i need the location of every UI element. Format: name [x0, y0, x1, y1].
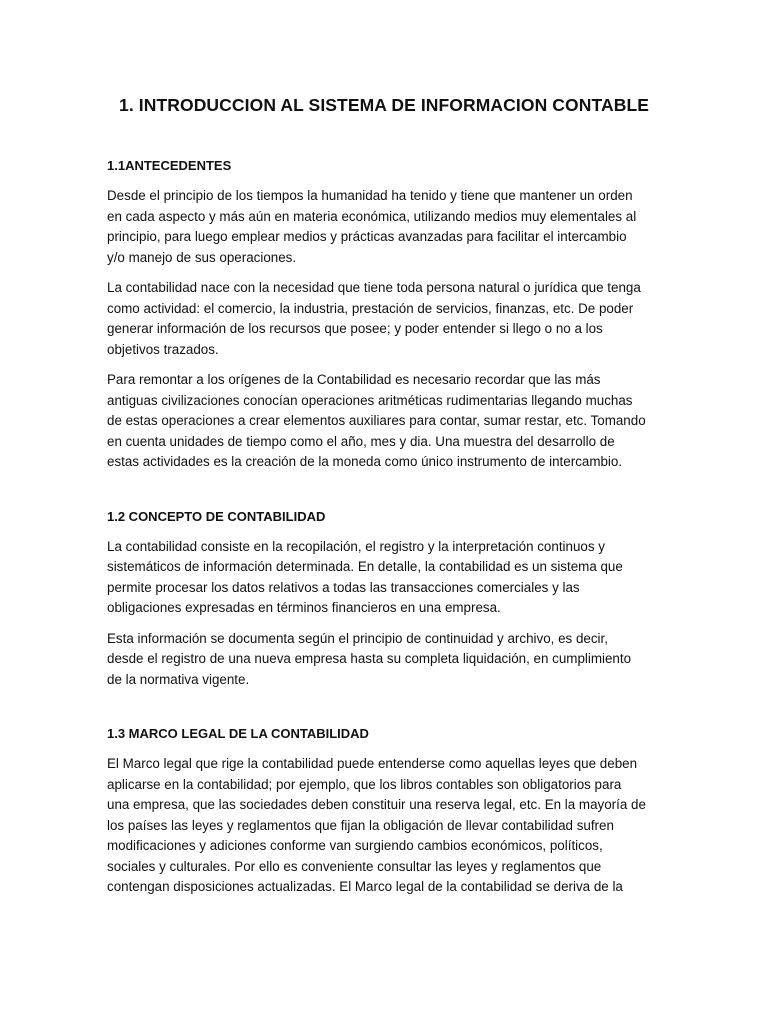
section-concepto: [107, 507, 667, 691]
section-heading: 1.2 CONCEPTO DE CONTABILIDAD: [107, 508, 326, 524]
section-marco-legal: [107, 724, 667, 898]
paragraph: La contabilidad consiste en la recopilación, el registro y la interpretación continuos y sistemáticos de información determinada. En detalle, la contabilidad es un sistema que permite procesar los datos relativos a todas las transacciones comerciales y las obligaciones expresadas en términos financieros en una empresa.: [107, 538, 623, 615]
paragraph: La contabilidad nace con la necesidad que tiene toda persona natural o jurídica que tenga como actividad: el comercio, la industria, prestación de servicios, finanzas, etc. De poder generar información de los recursos que posee; y poder entender si llego o no a los objetivos trazados.: [107, 280, 641, 357]
paragraph: Desde el principio de los tiempos la humanidad ha tenido y tiene que mantener un orden en cada aspecto y más aún en materia económica, utilizando medios muy elementales al principio, para luego emplear medios y prácticas avanzadas para facilitar el intercambio y/o manejo de sus operaciones.: [107, 188, 637, 265]
paragraph: Para remontar a los orígenes de la Contabilidad es necesario recordar que las más antiguas civilizaciones conocían operaciones aritméticas rudimentarias llegando muchas de estas operaciones a crear elementos auxiliares para contar, sumar restar, etc. Tomando en cuenta unidades de tiempo como el año, mes y dia. Una muestra del desarrollo de estas actividades es la creación de la moneda como único instrumento de intercambio.: [107, 372, 646, 469]
section-heading: 1.1ANTECEDENTES: [107, 158, 232, 173]
paragraph: Esta información se documenta según el principio de continuidad y archivo, es decir, desde el registro de una nueva empresa hasta su completa liquidación, en cumplimiento de la normativa vigente.: [107, 630, 632, 687]
section-heading: 1.3 MARCO LEGAL DE LA CONTABILIDAD: [107, 726, 369, 741]
document-title: 1. INTRODUCCION AL SISTEMA DE INFORMACION CONTABLE: [119, 95, 649, 115]
section-antecedentes: [107, 156, 667, 473]
paragraph: El Marco legal que rige la contabilidad puede entenderse como aquellas leyes que deben aplicarse en la contabilidad; por ejemplo, que los libros contables son obligatorios para una empresa, que las sociedades deben constituir una reserva legal, etc. En la mayoría de los países las leyes y reglamentos que fijan la obligación de llevar contabilidad sufren modificaciones y adiciones conforme van surgiendo cambios económicos, políticos, sociales y culturales. Por ello es conveniente consultar las leyes y reglamentos que contengan disposiciones actualizadas. El Marco legal de la contabilidad se deriva de la: [107, 756, 646, 894]
document-body: [107, 156, 667, 922]
